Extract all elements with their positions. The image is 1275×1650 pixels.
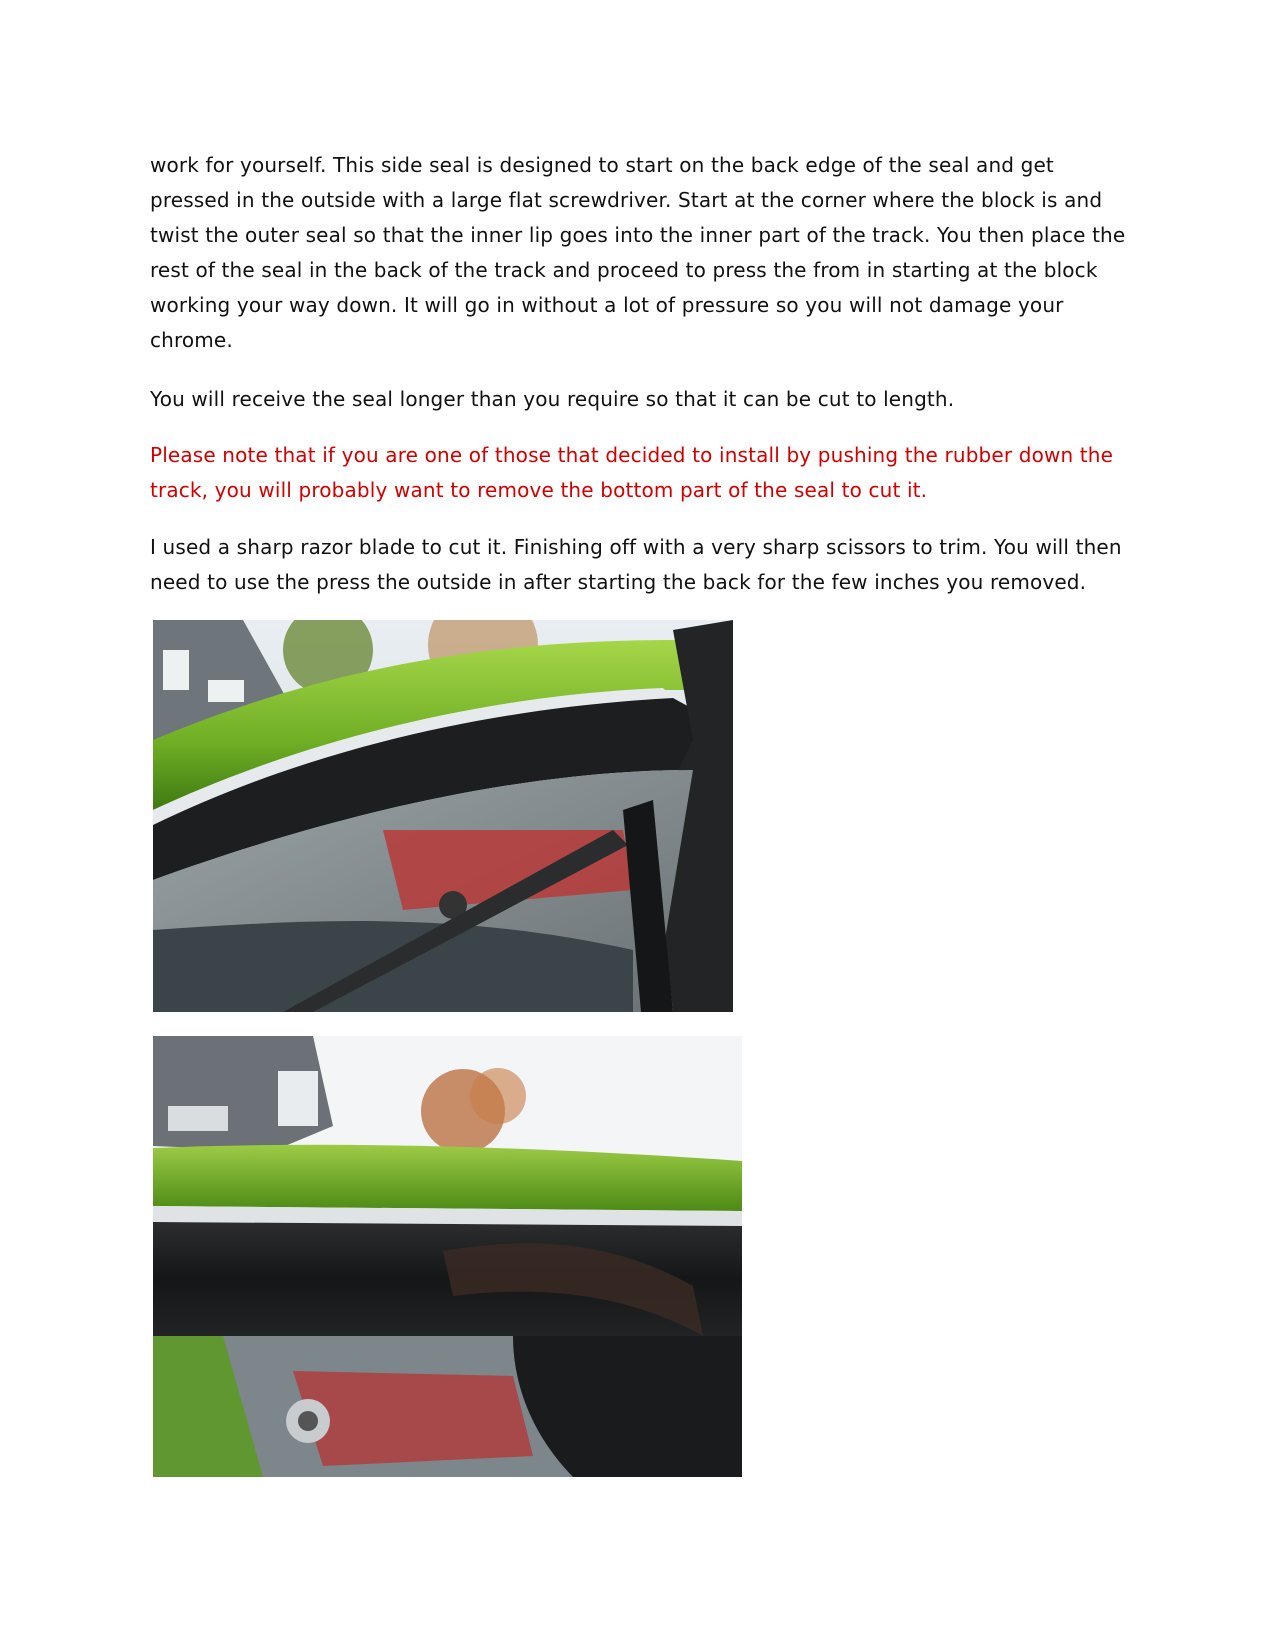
paragraph-seal-length: You will receive the seal longer than you require so that it can be cut to length. <box>150 387 955 411</box>
seal-photo-angled <box>153 620 733 1012</box>
paragraph-cutting-instructions: I used a sharp razor blade to cut it. Finishing off with a very sharp scissors to trim. You will then need to use the press the outside in after starting the back for the few inches you removed. <box>150 535 1122 594</box>
seal-photo-angled-image <box>153 620 733 1012</box>
paragraph-red-note: Please note that if you are one of those that decided to install by pushing the rubber down the track, you will probably want to remove the bottom part of the seal to cut it. <box>150 443 1114 502</box>
seal-photo-closeup-image <box>153 1036 742 1477</box>
paragraph-installation-steps: work for yourself. This side seal is designed to start on the back edge of the seal and get pressed in the outside with a large flat screwdriver. Start at the corner where the block is and twist the outer seal so that the inner lip goes into the inner part of the track. You then place the rest of the seal in the back of the track and proceed to press the from in starting at the block working your way down. It will go in without a lot of pressure so you will not damage your chrome. <box>150 153 1126 352</box>
seal-photo-closeup <box>153 1036 742 1477</box>
